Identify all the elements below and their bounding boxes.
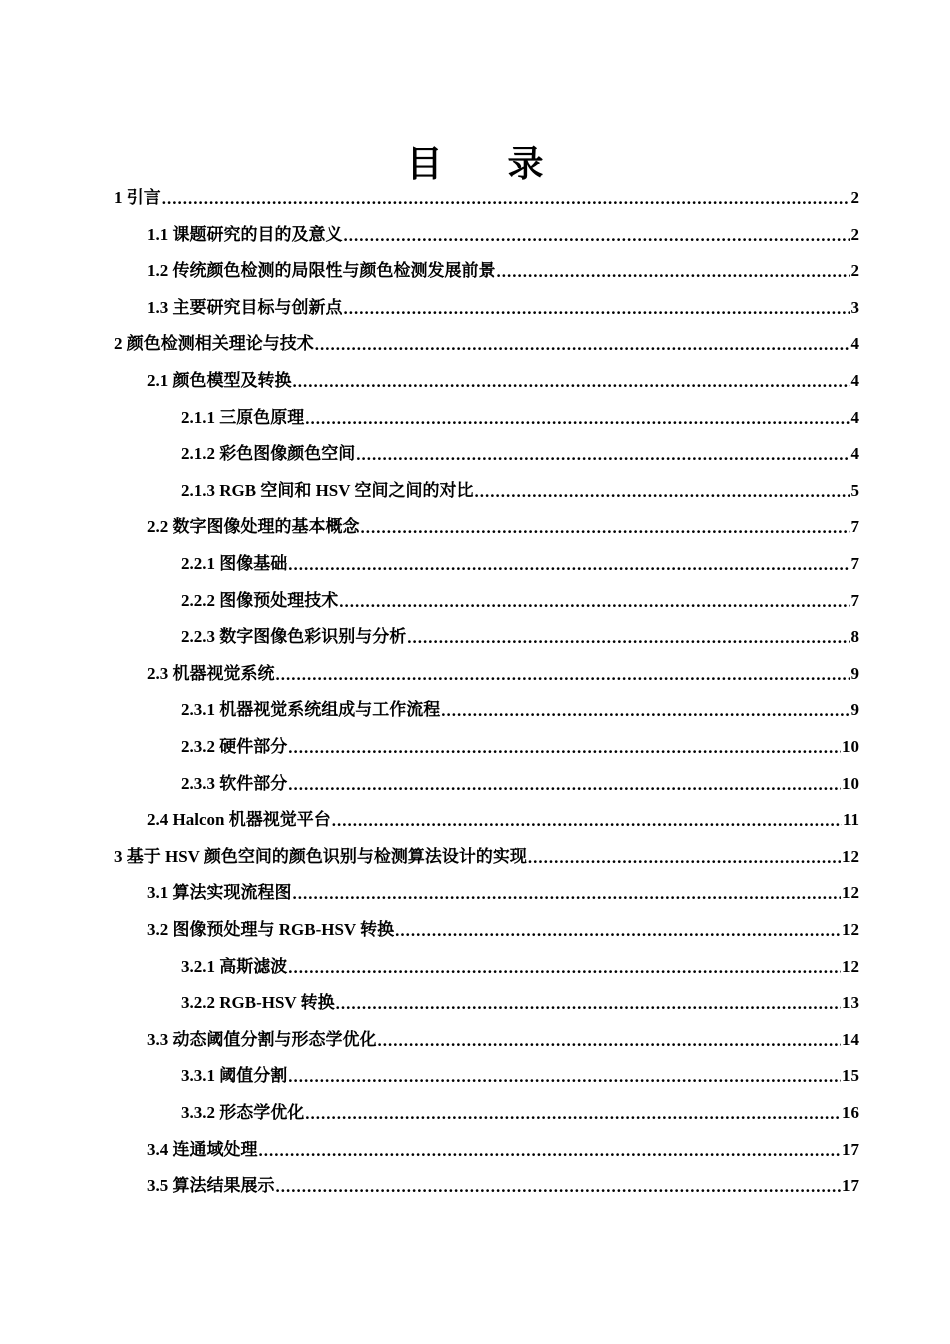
toc-entry-page: 5 <box>850 480 859 500</box>
toc-entry-title: 动态阈值分割与形态学优化 <box>172 1029 377 1049</box>
toc-entry-title: 图像预处理技术 <box>219 590 339 610</box>
toc-entry-page: 7 <box>850 517 859 537</box>
toc-entry-number: 2.2.1 <box>181 554 215 573</box>
toc-entry-page: 15 <box>842 1066 859 1086</box>
toc-entry[interactable] <box>181 400 859 436</box>
toc-entry[interactable] <box>147 1022 859 1058</box>
toc-entry-number: 2.2.2 <box>181 590 215 610</box>
toc-entry-page: 2 <box>850 261 859 281</box>
toc-entry-page: 12 <box>842 846 859 866</box>
toc-entry-page: 14 <box>842 1029 859 1049</box>
toc-dot-leader <box>293 883 842 905</box>
toc-entry-title: 主要研究目标与创新点 <box>172 297 343 317</box>
toc-entry[interactable] <box>147 1132 859 1168</box>
toc-entry-title: Halcon 机器视觉平台 <box>172 810 331 830</box>
toc-entry-title: RGB 空间和 HSV 空间之间的对比 <box>219 480 474 500</box>
page-title: 目 录 <box>406 144 572 184</box>
toc-entry-title: 传统颜色检测的局限性与颜色检测发展前景 <box>172 261 496 281</box>
toc-entry[interactable] <box>147 1168 859 1204</box>
toc-entry-number: 1.1 <box>147 224 169 244</box>
toc-entry-number: 3.3 <box>147 1029 169 1049</box>
toc-entry-page: 13 <box>842 993 859 1013</box>
toc-dot-leader <box>276 664 850 686</box>
toc-entry-page: 4 <box>850 334 859 354</box>
toc-entry[interactable] <box>181 766 859 802</box>
toc-entry-number: 2.1.2 <box>181 444 215 464</box>
toc-entry[interactable] <box>147 253 859 289</box>
toc-entry-page: 9 <box>850 663 859 683</box>
toc-entry-title: 基于 HSV 颜色空间的颜色识别与检测算法设计的实现 <box>126 846 527 866</box>
toc-dot-leader <box>293 371 850 393</box>
toc-entry-number: 3.2 <box>147 920 169 939</box>
toc-entry-number: 3.5 <box>147 1176 169 1196</box>
toc-entry-number: 2 <box>114 334 123 354</box>
toc-entry-number: 3.4 <box>147 1139 169 1159</box>
toc-entry[interactable] <box>181 546 859 582</box>
toc-entry-page: 12 <box>842 920 859 939</box>
toc-entry-title: 连通域处理 <box>172 1139 258 1159</box>
toc-entry-page: 9 <box>850 700 859 720</box>
toc-entry-number: 2.2 <box>147 517 169 537</box>
toc-entry[interactable] <box>181 1058 859 1094</box>
toc-entry-page: 4 <box>850 407 859 427</box>
toc-entry-page: 16 <box>842 1103 859 1122</box>
toc-entry-page: 2 <box>850 224 859 244</box>
toc-entry[interactable] <box>147 290 859 326</box>
toc-dot-leader <box>288 774 841 796</box>
toc-entry-number: 3 <box>114 846 123 866</box>
toc-entry-page: 8 <box>850 627 859 647</box>
toc-entry[interactable] <box>181 1095 859 1131</box>
toc-entry-page: 11 <box>842 810 859 830</box>
toc-entry[interactable] <box>114 326 859 362</box>
toc-entry-number: 3.1 <box>147 883 169 903</box>
toc-entry[interactable] <box>147 875 859 911</box>
toc-entry-title: 课题研究的目的及意义 <box>172 224 343 244</box>
toc-dot-leader <box>339 591 849 613</box>
toc-entry-title: 三原色原理 <box>219 407 305 427</box>
toc-dot-leader <box>344 225 850 247</box>
toc-dot-leader <box>259 1140 842 1162</box>
toc-entry-page: 3 <box>850 297 859 317</box>
toc-entry[interactable] <box>147 656 859 692</box>
toc-entry-title: 算法实现流程图 <box>172 883 292 903</box>
toc-entry-title: 机器视觉系统 <box>172 663 275 683</box>
toc-dot-leader <box>288 737 841 759</box>
toc-entry[interactable] <box>181 619 859 655</box>
toc-dot-leader <box>305 408 849 430</box>
toc-entry-number: 2.3.1 <box>181 700 215 720</box>
toc-dot-leader <box>288 554 849 576</box>
toc-entry-title: RGB-HSV 转换 <box>219 993 335 1013</box>
toc-entry-page: 7 <box>850 554 859 573</box>
toc-entry-number: 1 <box>114 188 123 207</box>
toc-entry-title: 彩色图像颜色空间 <box>219 444 356 464</box>
toc-entry-number: 2.1.1 <box>181 407 215 427</box>
toc-entry[interactable] <box>181 692 859 728</box>
toc-entry-page: 17 <box>842 1176 859 1196</box>
toc-entry-number: 2.1.3 <box>181 480 215 500</box>
toc-entry-number: 3.3.1 <box>181 1066 215 1086</box>
toc-entry-title: 引言 <box>126 188 161 207</box>
toc-entry-number: 2.3 <box>147 663 169 683</box>
toc-dot-leader <box>336 993 841 1015</box>
toc-entry-page: 17 <box>842 1139 859 1159</box>
toc-entry-title: 数字图像处理的基本概念 <box>172 517 360 537</box>
toc-entry[interactable] <box>181 473 859 509</box>
toc-entry[interactable] <box>147 912 859 948</box>
toc-entry-page: 4 <box>850 444 859 464</box>
toc-entry-title: 算法结果展示 <box>172 1176 275 1196</box>
toc-dot-leader <box>378 1030 842 1052</box>
toc-dot-leader <box>356 444 849 466</box>
toc-entry-page: 12 <box>842 956 859 976</box>
toc-entry[interactable] <box>147 217 859 253</box>
toc-entry[interactable] <box>181 949 859 985</box>
toc-entry-title: 形态学优化 <box>219 1103 305 1122</box>
toc-entry-page: 10 <box>842 737 859 756</box>
toc-dot-leader <box>315 334 850 356</box>
toc-dot-leader <box>276 1176 842 1198</box>
toc-entry-number: 3.3.2 <box>181 1103 215 1122</box>
toc-entry[interactable] <box>114 180 859 216</box>
toc-entry-title: 数字图像色彩识别与分析 <box>219 627 407 647</box>
toc-dot-leader <box>332 810 842 832</box>
toc-entry[interactable] <box>147 363 859 399</box>
toc-entry-title: 硬件部分 <box>219 737 288 756</box>
toc-entry-number: 2.3.3 <box>181 773 215 793</box>
toc-entry[interactable] <box>181 729 859 765</box>
toc-entry-number: 3.2.1 <box>181 956 215 976</box>
toc-dot-leader <box>528 847 841 869</box>
toc-entry-page: 4 <box>850 371 859 390</box>
toc-dot-leader <box>497 261 850 283</box>
toc-dot-leader <box>305 1103 841 1125</box>
toc-dot-leader <box>288 1066 841 1088</box>
toc-dot-leader <box>288 957 841 979</box>
toc-entry-title: 机器视觉系统组成与工作流程 <box>219 700 441 720</box>
toc-dot-leader <box>395 920 841 942</box>
toc-entry-number: 3.2.2 <box>181 993 215 1013</box>
toc-dot-leader <box>361 517 850 539</box>
toc-entry-page: 7 <box>850 590 859 610</box>
toc-entry[interactable] <box>114 839 859 875</box>
toc-entry-title: 阈值分割 <box>219 1066 288 1086</box>
toc-dot-leader <box>344 298 850 320</box>
toc-entry[interactable] <box>181 583 859 619</box>
toc-entry[interactable] <box>181 985 859 1021</box>
toc-entry-number: 1.3 <box>147 297 169 317</box>
toc-dot-leader <box>475 481 850 503</box>
toc-entry-page: 12 <box>842 883 859 903</box>
toc-entry[interactable] <box>181 436 859 472</box>
toc-entry-number: 2.2.3 <box>181 627 215 647</box>
toc-entry-title: 图像预处理与 RGB-HSV 转换 <box>172 920 395 939</box>
toc-entry-title: 高斯滤波 <box>219 956 288 976</box>
toc-dot-leader <box>441 700 849 722</box>
toc-dot-leader <box>162 188 850 210</box>
toc-entry-number: 1.2 <box>147 261 169 281</box>
toc-dot-leader <box>407 627 849 649</box>
toc-entry-number: 2.4 <box>147 810 169 830</box>
toc-entry-title: 图像基础 <box>219 554 288 573</box>
toc-entry[interactable] <box>147 509 859 545</box>
toc-entry-title: 颜色模型及转换 <box>172 371 292 390</box>
toc-entry-number: 2.1 <box>147 371 169 390</box>
toc-entry-page: 2 <box>850 188 859 207</box>
toc-entry-title: 软件部分 <box>219 773 288 793</box>
toc-entry[interactable] <box>147 802 859 838</box>
toc-entry-number: 2.3.2 <box>181 737 215 756</box>
toc-entry-title: 颜色检测相关理论与技术 <box>126 334 314 354</box>
toc-entry-page: 10 <box>842 773 859 793</box>
